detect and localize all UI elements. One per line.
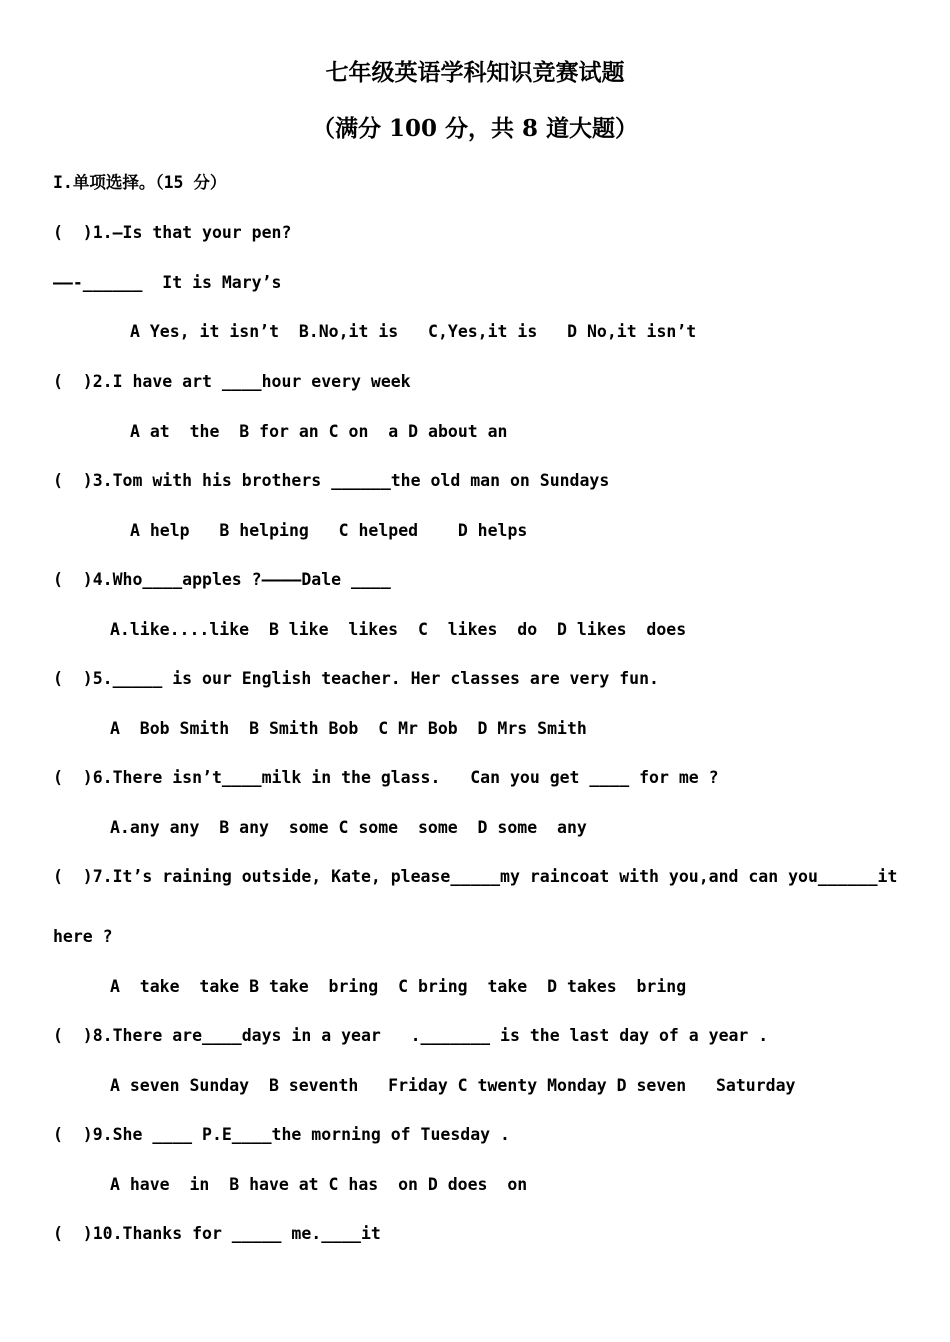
- question-3-options: A help B helping C helped D helps: [130, 521, 528, 540]
- question-7: ( )7.It’s raining outside, Kate, please_____my raincoat with you,and can you______it: [53, 867, 898, 886]
- question-4-options: A.like....like B like likes C likes do D likes does: [110, 620, 687, 639]
- question-4: ( )4.Who____apples ?————Dale ____: [53, 570, 391, 589]
- question-5: ( )5._____ is our English teacher. Her classes are very fun.: [53, 669, 659, 688]
- question-9: ( )9.She ____ P.E____the morning of Tuesday .: [53, 1125, 510, 1144]
- question-1: ( )1.—Is that your pen?: [53, 223, 292, 242]
- question-3: ( )3.Tom with his brothers ______the old man on Sundays: [53, 471, 610, 490]
- question-5-options: A Bob Smith B Smith Bob C Mr Bob D Mrs Smith: [110, 719, 587, 738]
- question-8-options: A seven Sunday B seventh Friday C twenty Monday D seven Saturday: [110, 1076, 796, 1095]
- page-title: 七年级英语学科知识竞赛试题: [325, 59, 625, 86]
- question-1-options: A Yes, it isn’t B.No,it is C,Yes,it is D No,it isn’t: [130, 322, 697, 341]
- question-7-options: A take take B take bring C bring take D takes bring: [110, 977, 687, 996]
- question-7-continued: here ?: [53, 927, 113, 946]
- section-heading: I.单项选择。（15 分）: [53, 173, 227, 192]
- question-8: ( )8.There are____days in a year ._______ is the last day of a year .: [53, 1026, 769, 1045]
- question-6-options: A.any any B any some C some some D some any: [110, 818, 587, 837]
- question-2-options: A at the B for an C on a D about an: [130, 422, 508, 441]
- question-10: ( )10.Thanks for _____ me.____it: [53, 1224, 381, 1243]
- question-6: ( )6.There isn’t____milk in the glass. Can you get ____ for me ?: [53, 768, 719, 787]
- question-2: ( )2.I have art ____hour every week: [53, 372, 411, 391]
- page-subtitle: （满分 100 分，共 8 道大题）: [311, 115, 639, 142]
- question-1-answer: ——-______ It is Mary’s: [53, 273, 282, 292]
- question-9-options: A have in B have at C has on D does on: [110, 1175, 528, 1194]
